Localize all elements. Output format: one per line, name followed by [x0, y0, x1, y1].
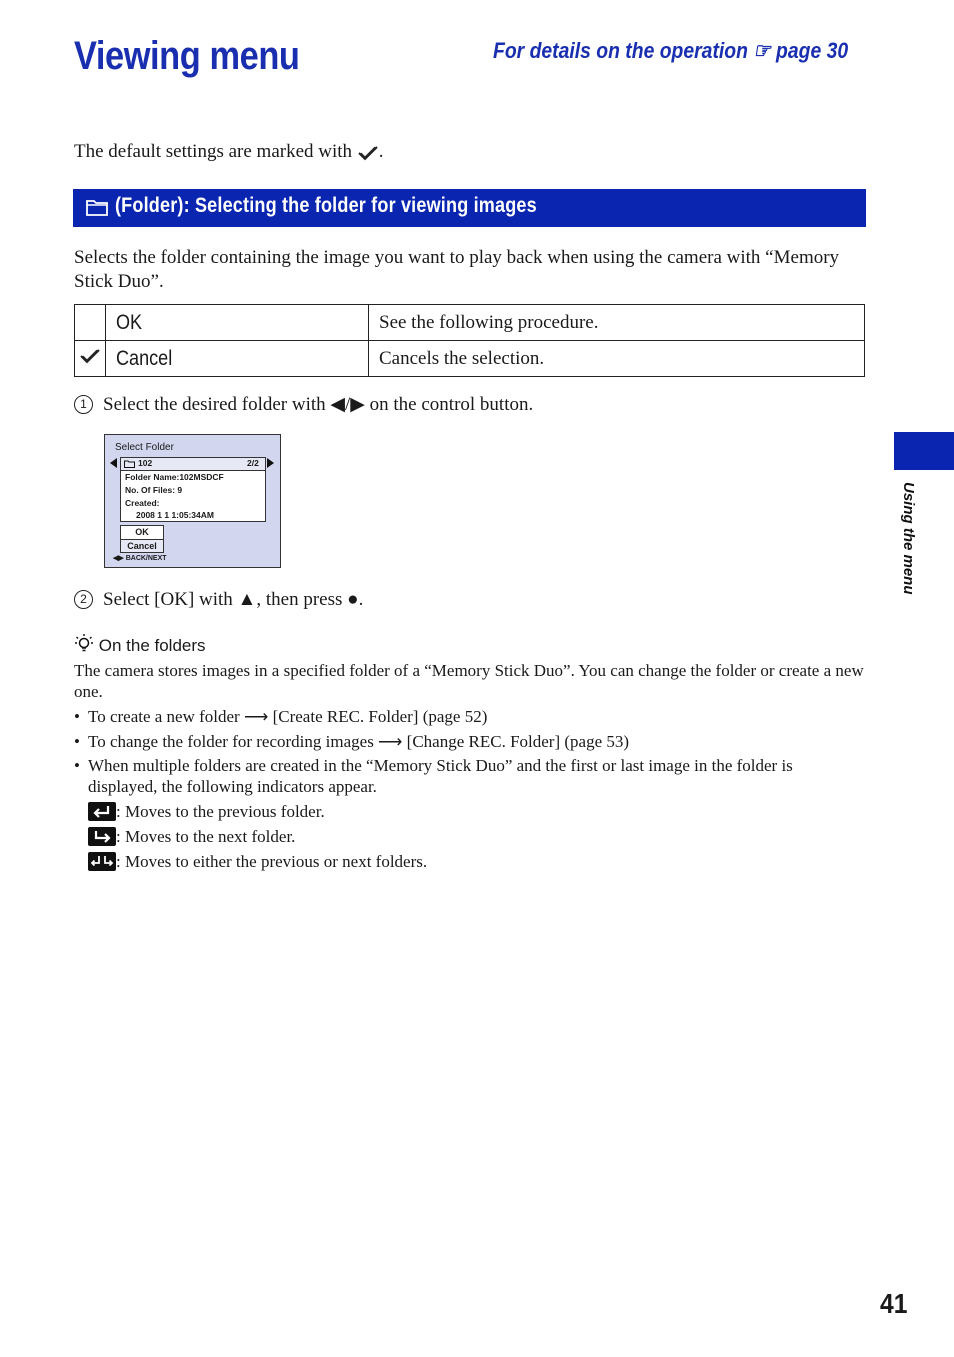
default-note-period: . — [378, 141, 384, 162]
indicator-row — [88, 801, 325, 822]
hint-heading — [74, 633, 206, 656]
prev-next-folder-icon — [88, 852, 116, 871]
operation-reference: For details on the operation ☞ page 30 — [493, 38, 849, 63]
option-name: OK — [106, 305, 369, 341]
hint-title: On the folders — [98, 636, 206, 655]
folder-icon — [86, 198, 108, 216]
page-number: 41 — [880, 1288, 908, 1319]
sidebar-tab — [894, 432, 954, 470]
folder-info-box — [120, 457, 266, 522]
lightbulb-icon — [74, 633, 94, 655]
step-2 — [74, 588, 363, 612]
options-table — [74, 304, 865, 377]
camera-screen — [104, 434, 281, 568]
created-label: Created: — [125, 498, 160, 508]
sidebar-label: Using the menu — [900, 482, 917, 595]
indicator-text: : Moves to either the previous or next folders. — [116, 852, 428, 871]
indicator-row — [88, 826, 295, 847]
folder-number: 102 — [138, 458, 153, 468]
step-1 — [74, 393, 533, 417]
option-name: Cancel — [106, 341, 369, 377]
indicator-text: : Moves to the next folder. — [116, 827, 296, 846]
created-value: 2008 1 1 1:05:34AM — [136, 510, 214, 520]
step-text: Select the desired folder with ◀/▶ on the control button. — [103, 394, 534, 415]
default-note — [74, 140, 384, 164]
section-banner-text: (Folder): Selecting the folder for viewing images — [115, 194, 537, 217]
prev-folder-icon — [88, 802, 116, 821]
next-folder-icon — [88, 827, 116, 846]
screen-title: Select Folder — [115, 442, 174, 453]
indicator-row — [88, 851, 427, 872]
default-mark-cell — [75, 305, 106, 341]
default-note-text: The default settings are marked with — [74, 141, 353, 162]
screen-ok-button: OK — [120, 525, 164, 540]
option-desc: Cancels the selection. — [369, 341, 865, 377]
step-number: 1 — [74, 395, 93, 414]
folder-row — [121, 458, 265, 471]
page-title: Viewing menu — [74, 34, 300, 78]
left-arrow-icon — [110, 458, 118, 468]
num-files: No. Of Files: 9 — [125, 485, 183, 495]
default-mark-cell — [75, 341, 106, 377]
screen-cancel-button: Cancel — [120, 539, 164, 553]
option-desc: See the following procedure. — [369, 305, 865, 341]
table-row — [75, 341, 865, 377]
step-text: Select [OK] with ▲, then press ●. — [103, 589, 364, 610]
hint-paragraph: The camera stores images in a specified folder of a “Memory Stick Duo”. You can change the folder or create a new one. — [74, 661, 864, 701]
screen-footer: ◀▶ BACK/NEXT — [113, 555, 167, 562]
folder-icon — [124, 460, 135, 468]
indicator-text: : Moves to the previous folder. — [116, 802, 325, 821]
table-row — [75, 305, 865, 341]
section-description: Selects the folder containing the image you want to play back when using the camera with “Memory Stick Duo”. — [74, 247, 840, 292]
section-banner — [73, 189, 866, 227]
folder-page: 2/2 — [247, 458, 259, 468]
folder-name: Folder Name:102MSDCF — [125, 472, 224, 482]
check-icon — [79, 347, 101, 365]
check-icon — [357, 144, 379, 162]
step-number: 2 — [74, 590, 93, 609]
right-arrow-icon — [267, 458, 275, 468]
